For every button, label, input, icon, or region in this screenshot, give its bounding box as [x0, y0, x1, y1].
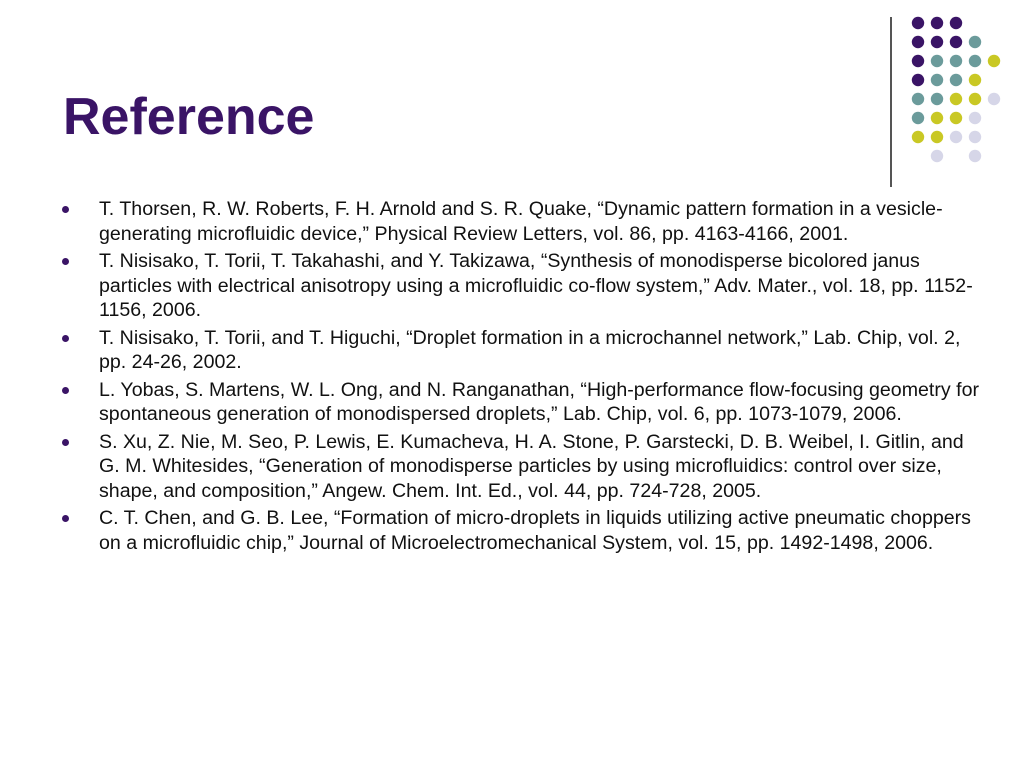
divider-line [890, 17, 892, 187]
bullet-icon [62, 258, 69, 265]
reference-text: T. Thorsen, R. W. Roberts, F. H. Arnold and S. R. Quake, “Dynamic pattern formation in a vesicle-generating microfluidic device,” Physical Review Letters, vol. 86, pp. 4163-4166, 2001. [99, 198, 943, 245]
reference-item [60, 506, 980, 555]
decor-dot [969, 131, 981, 143]
decor-dot [969, 150, 981, 162]
reference-text: S. Xu, Z. Nie, M. Seo, P. Lewis, E. Kumacheva, H. A. Stone, P. Garstecki, D. B. Weibel, I. Gitlin, and G. M. Whitesides, “Generation of monodisperse particles by using microfluidics: control over size, shape, and composition,” Angew. Chem. Int. Ed., vol. 44, pp. 724-728, 2005. [99, 430, 964, 502]
reference-item [60, 197, 980, 246]
decor-dot [950, 93, 962, 105]
decor-dot [912, 131, 924, 143]
decor-dot [950, 36, 962, 48]
decor-dot [969, 112, 981, 124]
decor-dot [912, 17, 924, 29]
reference-text: T. Nisisako, T. Torii, T. Takahashi, and Y. Takizawa, “Synthesis of monodisperse bicolored janus particles with electrical anisotropy using a microfluidic co-flow system,” Adv. Mater., vol. 18, pp. 1152-1156, 2006. [99, 250, 973, 321]
reference-text: L. Yobas, S. Martens, W. L. Ong, and N. Ranganathan, “High-performance flow-focusing geometry for spontaneous generation of monodispersed droplets,” Lab. Chip, vol. 6, pp. 1073-1079, 2006. [99, 378, 979, 425]
decor-dot [969, 36, 981, 48]
decor-dot [931, 150, 943, 162]
bullet-icon [62, 515, 69, 522]
decor-dot [912, 36, 924, 48]
reference-item [60, 378, 980, 427]
decor-dot [931, 93, 943, 105]
decor-dot [950, 74, 962, 86]
decor-dot [931, 17, 943, 29]
decor-dot [912, 55, 924, 67]
decor-dot [988, 55, 1000, 67]
reference-list [60, 197, 980, 558]
decor-dot [950, 112, 962, 124]
decor-dot [931, 55, 943, 67]
decor-dot [950, 17, 962, 29]
decor-dot [912, 74, 924, 86]
decor-dot [950, 131, 962, 143]
decor-dot [931, 36, 943, 48]
bullet-icon [62, 387, 69, 394]
decor-dot [950, 55, 962, 67]
decor-dot [912, 93, 924, 105]
decor-dot [988, 93, 1000, 105]
reference-text: T. Nisisako, T. Torii, and T. Higuchi, “Droplet formation in a microchannel network,” Lab. Chip, vol. 2, pp. 24-26, 2002. [99, 326, 961, 373]
decor-dot [931, 131, 943, 143]
slide-title: Reference [63, 88, 315, 146]
reference-item [60, 326, 980, 375]
dot-grid-decoration [900, 8, 1010, 168]
bullet-icon [62, 439, 69, 446]
decor-dot [969, 55, 981, 67]
decor-dot [931, 112, 943, 124]
decor-dot [969, 74, 981, 86]
decor-dot [969, 93, 981, 105]
bullet-icon [62, 335, 69, 342]
reference-item [60, 430, 980, 504]
reference-item [60, 249, 980, 323]
decor-dot [912, 112, 924, 124]
bullet-icon [62, 206, 69, 213]
decor-dot [931, 74, 943, 86]
reference-text: C. T. Chen, and G. B. Lee, “Formation of micro-droplets in liquids utilizing active pneumatic choppers on a microfluidic chip,” Journal of Microelectromechanical System, vol. 15, pp. 1492-1498, 2006. [99, 507, 971, 554]
